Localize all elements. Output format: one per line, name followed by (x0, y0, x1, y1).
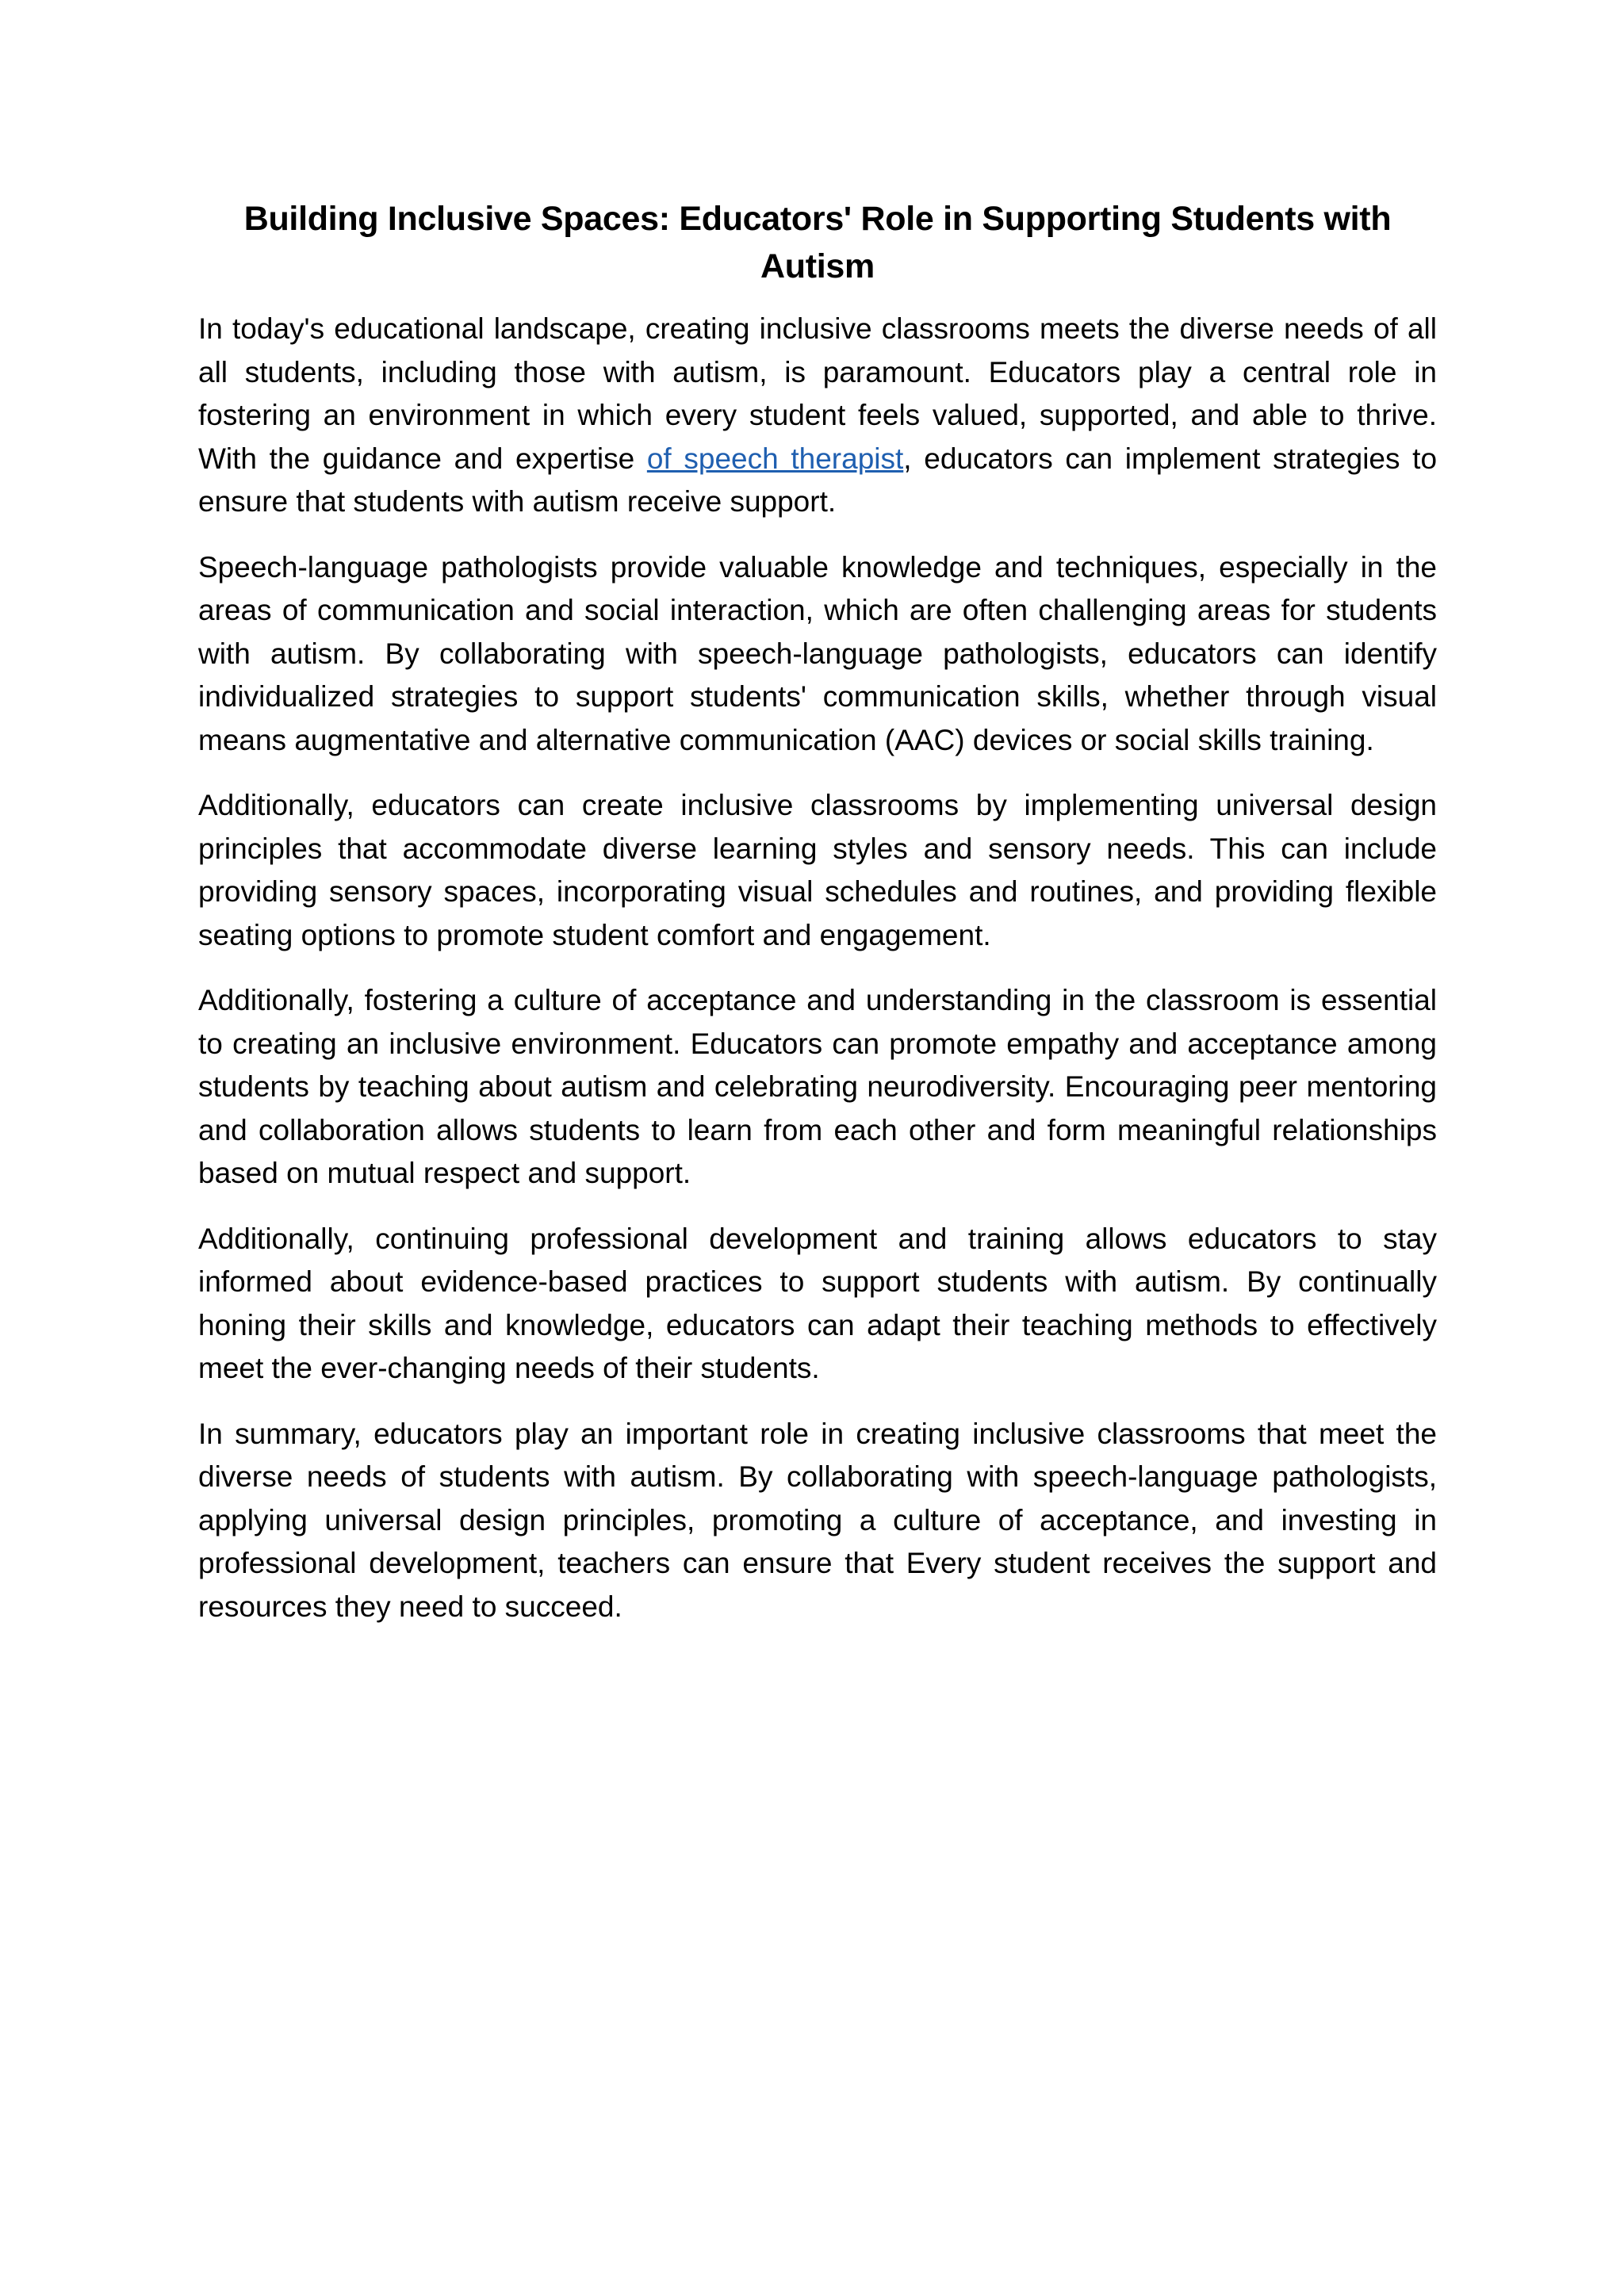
speech-therapist-link[interactable]: of speech therapist (646, 442, 904, 475)
paragraph-universal-design: Additionally, educators can create inclusive classrooms by implementing universal design principles that accommodate diverse learning styles and sensory needs. This can include providing sensory spaces, incorporating visual schedules and routines, and providing flexible seating options to promote student comfort and engagement. (198, 789, 1437, 951)
paragraph-summary: In summary, educators play an important role in creating inclusive classrooms that meet the diverse needs of students with autism. By collaborating with speech-language pathologists, applying universal design principles, promoting a culture of acceptance, and investing in professional development, teachers can ensure that Every student receives the support and resources they need to succeed. (198, 1417, 1437, 1623)
paragraph-speech-pathologists: Speech-language pathologists provide valuable knowledge and techniques, especially in the areas of communication and social interaction, which are often challenging areas for students with autism. By collaborating with speech-language pathologists, educators can identify individualized strategies to support students' communication skills, whether through visual means augmentative and alternative communication (AAC) devices or social skills training. (198, 550, 1437, 756)
paragraph-culture-of-acceptance: Additionally, fostering a culture of acceptance and understanding in the classroom is essential to creating an inclusive environment. Educators can promote empathy and acceptance among students by teaching about autism and celebrating neurodiversity. Encouraging peer mentoring and collaboration allows students to learn from each other and form meaningful relationships based on mutual respect and support. (198, 984, 1437, 1189)
paragraph-intro-text-after: , educators can implement strategies to ensure that students with autism receive support. (198, 442, 1438, 518)
document-title: Building Inclusive Spaces: Educators' Role in Supporting Students with Autism (243, 200, 1392, 285)
document-page (198, 195, 1437, 1651)
paragraph-professional-development: Additionally, continuing professional development and training allows educators to stay informed about evidence-based practices to support students with autism. By continually honing their skills and knowledge, educators can adapt their teaching methods to effectively meet the ever-changing needs of their students. (198, 1222, 1437, 1384)
paragraph-intro (198, 308, 1437, 524)
paragraph-intro-text-before: In today's educational landscape, creating inclusive classrooms meets the diverse needs of all all students, including those with autism, is paramount. Educators play a central role in fostering an environment in which every student feels valued, supported, and able to thrive. With the guidance and expertise (198, 312, 1437, 475)
